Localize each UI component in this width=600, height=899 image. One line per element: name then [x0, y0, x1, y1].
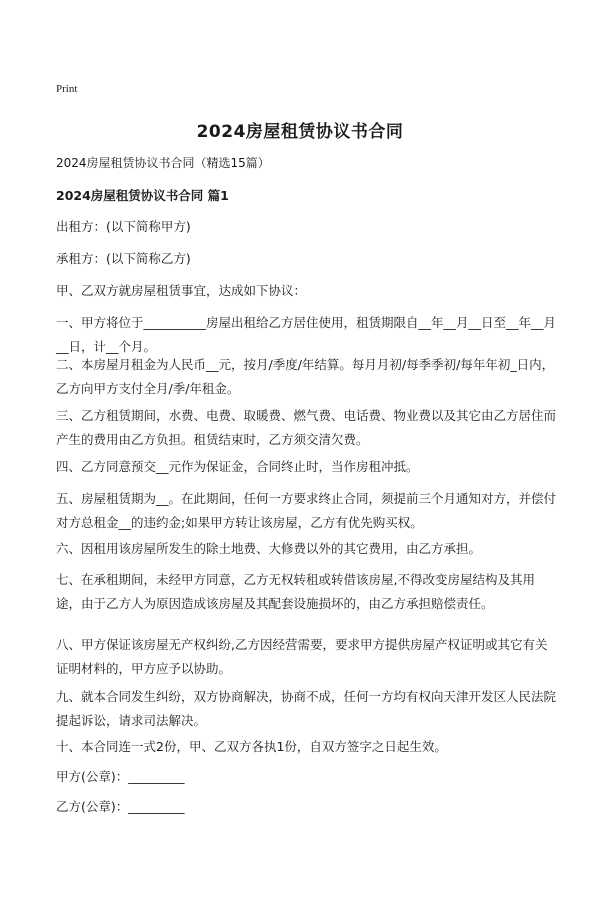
- document-title: 2024房屋租赁协议书合同: [196, 122, 404, 142]
- clause-4: 四、乙方同意预交__元作为保证金，合同终止时，当作房租冲抵。: [56, 459, 419, 474]
- clause-7: 七、在承租期间，未经甲方同意，乙方无权转租或转借该房屋,不得改变房屋结构及其用途，由于乙方人为原因造成该房屋及其配套设施损坏的，由乙方承担赔偿责任。: [56, 572, 535, 611]
- clause-1: 一、甲方将位于__________房屋出租给乙方居住使用，租赁期限自__年__月__日至__年__月__日，计__个月。: [56, 315, 557, 354]
- party-b-seal: 乙方(公章)：_________: [56, 799, 185, 814]
- clause-8: 八、甲方保证该房屋无产权纠纷,乙方因经营需要，要求甲方提供房屋产权证明或其它有关证明材料的，甲方应予以协助。: [56, 637, 548, 676]
- intro-paragraph: 甲、乙双方就房屋租赁事宜，达成如下协议：: [56, 283, 307, 298]
- section-heading: 2024房屋租赁协议书合同 篇1: [56, 188, 229, 203]
- clause-3: 三、乙方租赁期间，水费、电费、取暖费、燃气费、电话费、物业费以及其它由乙方居住而产生的费用由乙方负担。租赁结束时，乙方须交清欠费。: [56, 408, 557, 447]
- clause-9: 九、就本合同发生纠纷，双方协商解决，协商不成，任何一方均有权向天津开发区人民法院提起诉讼，请求司法解决。: [56, 689, 557, 728]
- lessee-line: 承租方：(以下简称乙方): [56, 251, 191, 266]
- print-link[interactable]: Print: [56, 83, 78, 95]
- clause-2: 二、本房屋月租金为人民币__元，按月/季度/年结算。每月月初/每季季初/每年年初_日内，乙方向甲方支付全月/季/年租金。: [56, 357, 555, 396]
- clause-5: 五、房屋租赁期为__。在此期间，任何一方要求终止合同，须提前三个月通知对方，并偿付对方总租金__的违约金;如果甲方转让该房屋，乙方有优先购买权。: [56, 491, 557, 530]
- lessor-line: 出租方：(以下简称甲方): [56, 219, 191, 234]
- clause-6: 六、因租用该房屋所发生的除土地费、大修费以外的其它费用，由乙方承担。: [56, 541, 482, 556]
- party-a-seal: 甲方(公章)：_________: [56, 769, 185, 784]
- document-subtitle: 2024房屋租赁协议书合同（精选15篇）: [56, 156, 270, 170]
- clause-10: 十、本合同连一式2份，甲、乙双方各执1份，自双方签字之日起生效。: [56, 739, 447, 754]
